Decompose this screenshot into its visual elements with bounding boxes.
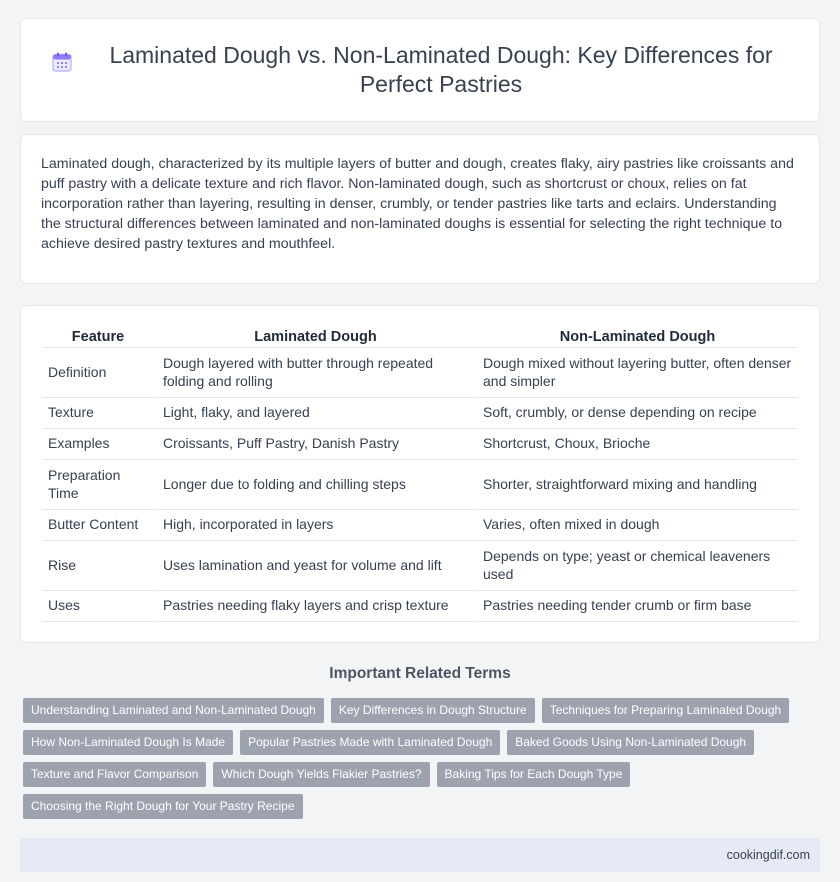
table-row [42,348,798,398]
related-term-tag[interactable]: Choosing the Right Dough for Your Pastry Recipe [23,794,303,819]
row-feature: Preparation Time [42,460,154,510]
related-term-tag[interactable]: Popular Pastries Made with Laminated Dough [240,730,500,755]
footer [20,838,820,872]
row-non-laminated: Shorter, straightforward mixing and handling [474,460,798,510]
table-row [42,398,798,429]
comparison-table-card [20,305,820,643]
row-laminated: Longer due to folding and chilling steps [154,460,474,510]
related-terms-list [20,698,800,826]
header-card [20,18,820,122]
table-header-row [42,326,798,348]
row-non-laminated: Pastries needing tender crumb or firm base [474,591,798,622]
table-row [42,460,798,510]
related-term-tag[interactable]: Understanding Laminated and Non-Laminated Dough [23,698,324,723]
table-row [42,591,798,622]
row-non-laminated: Dough mixed without layering butter, often denser and simpler [474,348,798,398]
row-feature: Texture [42,398,154,429]
header-feature: Feature [42,326,154,348]
related-term-tag[interactable]: Which Dough Yields Flakier Pastries? [213,762,429,787]
related-term-tag[interactable]: Techniques for Preparing Laminated Dough [542,698,789,723]
row-non-laminated: Shortcrust, Choux, Brioche [474,429,798,460]
row-laminated: Dough layered with butter through repeated folding and rolling [154,348,474,398]
table-row [42,541,798,591]
related-term-tag[interactable]: Baking Tips for Each Dough Type [437,762,631,787]
page-title: Laminated Dough vs. Non-Laminated Dough: Key Differences for Perfect Pastries [109,42,773,97]
comparison-table [42,326,798,622]
footer-site-link[interactable]: cookingdif.com [726,848,810,862]
header-laminated: Laminated Dough [154,326,474,348]
row-laminated: High, incorporated in layers [154,510,474,541]
row-feature: Uses [42,591,154,622]
row-laminated: Croissants, Puff Pastry, Danish Pastry [154,429,474,460]
related-term-tag[interactable]: Key Differences in Dough Structure [331,698,535,723]
row-laminated: Pastries needing flaky layers and crisp texture [154,591,474,622]
calendar-icon [51,51,73,73]
related-term-tag[interactable]: Baked Goods Using Non-Laminated Dough [507,730,754,755]
row-laminated: Uses lamination and yeast for volume and lift [154,541,474,591]
table-row [42,510,798,541]
related-term-tag[interactable]: How Non-Laminated Dough Is Made [23,730,233,755]
row-feature: Examples [42,429,154,460]
row-laminated: Light, flaky, and layered [154,398,474,429]
header [51,41,789,99]
row-feature: Rise [42,541,154,591]
row-non-laminated: Soft, crumbly, or dense depending on recipe [474,398,798,429]
row-non-laminated: Depends on type; yeast or chemical leaveners used [474,541,798,591]
related-terms-title: Important Related Terms [329,665,511,682]
row-non-laminated: Varies, often mixed in dough [474,510,798,541]
intro-paragraph: Laminated dough, characterized by its multiple layers of butter and dough, creates flaky, airy pastries like croissants and puff pastry with a delicate texture and rich flavor. Non-laminated dough, such as shortcrust or choux, relies on fat incorporation rather than layering, resulting in denser, crumbly, or tender pastries like tarts and eclairs. Understanding the structural differences between laminated and non-laminated doughs is essential for selecting the right technique to achieve desired pastry textures and mouthfeel. [41,156,794,252]
table-row [42,429,798,460]
header-non-laminated: Non-Laminated Dough [474,326,798,348]
row-feature: Definition [42,348,154,398]
intro-card [20,134,820,284]
row-feature: Butter Content [42,510,154,541]
related-term-tag[interactable]: Texture and Flavor Comparison [23,762,206,787]
